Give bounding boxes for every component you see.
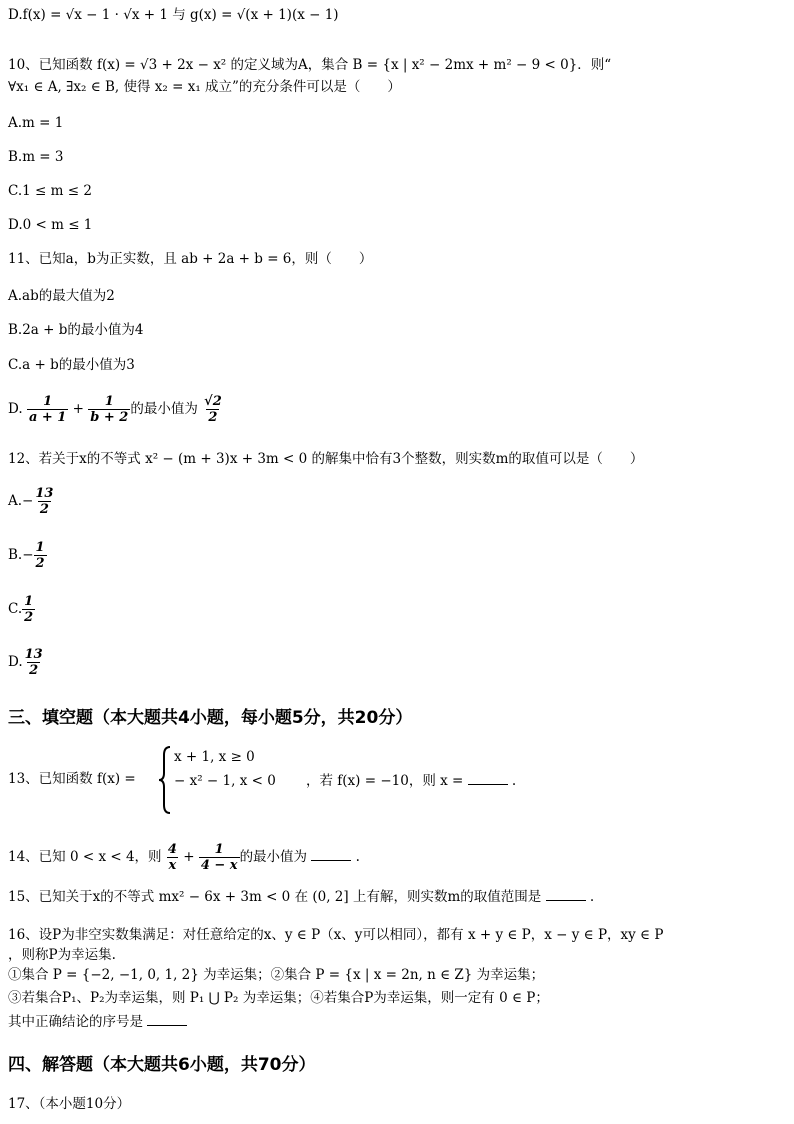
left-brace-icon — [158, 745, 172, 815]
q13-case2: − x² − 1, x < 0 — [174, 773, 276, 789]
q9-option-d: D.f(x) = √x − 1 · √x + 1 与 g(x) = √(x + 1)(x − 1) — [8, 7, 339, 23]
section-4-heading: 四、解答题（本大题共6小题，共70分） — [8, 1055, 316, 1075]
q10-stem-line2: ∀x₁ ∈ A, ∃x₂ ∈ B, 使得 x₂ = x₁ 成立”的充分条件可以是（ ） — [8, 79, 401, 95]
q16-line2: ，则称P为幸运集. — [8, 947, 116, 963]
q17-heading: 17、（本小题10分） — [8, 1096, 131, 1112]
q11-option-a: A.ab的最大值为2 — [8, 288, 115, 304]
q10-stem-line1: 10、已知函数 f(x) = √3 + 2x − x² 的定义域为A，集合 B = {x | x² − 2mx + m² − 9 < 0}．则“ — [8, 57, 612, 73]
q16-line3: ①集合 P = {−2, −1, 0, 1, 2} 为幸运集；②集合 P = {x | x = 2n, n ∈ Z} 为幸运集； — [8, 967, 545, 983]
q12-option-c: C. $\frac{1}{2}$ — [8, 594, 34, 625]
q10-option-d: D.0 < m ≤ 1 — [8, 217, 93, 233]
q15: 15、已知关于x的不等式 mx² − 6x + 3m < 0 在 (0, 2] 上有解，则实数m的取值范围是 . — [8, 889, 595, 905]
fraction-1-over-b2: $\frac{1}{b + 2}$ — [90, 394, 129, 425]
q12-option-a: A.− $\frac{13}{2}$ — [8, 486, 54, 517]
section-3-heading: 三、填空题（本大题共4小题，每小题5分，共20分） — [8, 708, 413, 728]
answer-blank-15 — [546, 888, 586, 901]
q16-line5: 其中正确结论的序号是 — [8, 1013, 187, 1031]
fraction-1-over-a1: $\frac{1}{a + 1}$ — [28, 394, 67, 425]
q16-line4: ③若集合P₁、P₂为幸运集，则 P₁ ⋃ P₂ 为幸运集；④若集合P为幸运集，则一定有 0 ∈ P； — [8, 990, 549, 1006]
q12-stem: 12、若关于x的不等式 x² − (m + 3)x + 3m < 0 的解集中恰有3个整数，则实数m的取值可以是（ ） — [8, 451, 644, 467]
q11-option-d: D. $\frac{1}{a + 1}$ + $\frac{1}{b + 2}$ 的最小值为 $\frac{√2}{2}$ — [8, 394, 222, 425]
q12-option-b: B.− $\frac{1}{2}$ — [8, 540, 45, 571]
answer-blank-16 — [147, 1013, 187, 1026]
q14: 14、已知 0 < x < 4，则 $\frac{4}{x}$ + $\frac{1}{4 - x}$ 的最小值为 . — [8, 842, 360, 873]
q10-option-b: B.m = 3 — [8, 149, 64, 165]
answer-blank-14 — [311, 848, 351, 861]
q13-suffix: ，若 f(x) = −10，则 x = . — [306, 773, 517, 789]
q16-line1: 16、设P为非空实数集满足：对任意给定的x、y ∈ P（x、y可以相同），都有 x + y ∈ P，x − y ∈ P，xy ∈ P — [8, 927, 664, 943]
q11-option-c: C.a + b的最小值为3 — [8, 357, 135, 373]
answer-blank-13 — [468, 772, 508, 785]
fraction-sqrt2-over-2: $\frac{√2}{2}$ — [204, 394, 222, 425]
q12-option-d: D. $\frac{13}{2}$ — [8, 647, 43, 678]
q13-prefix: 13、已知函数 f(x) = — [8, 771, 136, 787]
q11-option-b: B.2a + b的最小值为4 — [8, 322, 144, 338]
q11-stem: 11、已知a，b为正实数，且 ab + 2a + b = 6，则（ ） — [8, 251, 373, 267]
q10-option-c: C.1 ≤ m ≤ 2 — [8, 183, 92, 199]
q10-option-a: A.m = 1 — [8, 115, 64, 131]
q13-case1: x + 1, x ≥ 0 — [174, 749, 255, 765]
